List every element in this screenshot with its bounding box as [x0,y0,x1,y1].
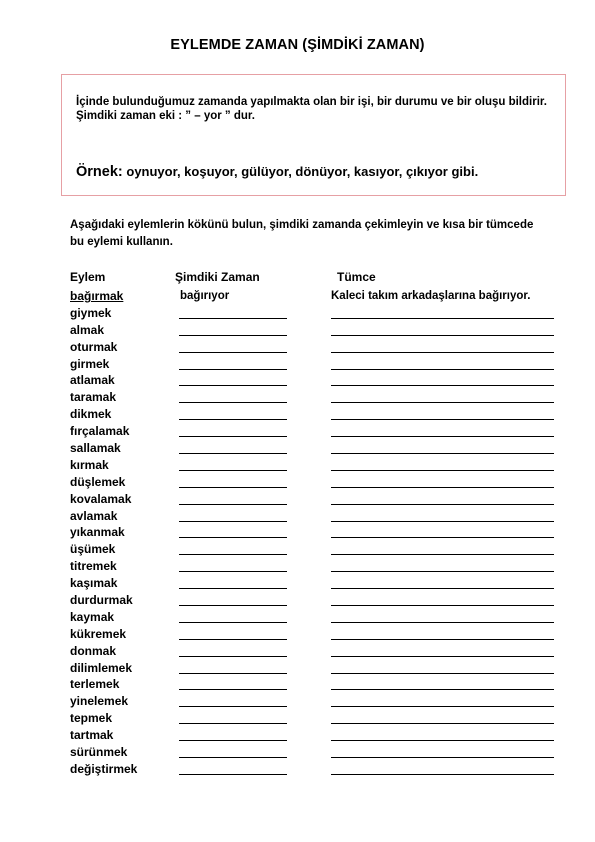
verb-row [0,457,595,474]
present-tense-blank[interactable] [179,757,287,758]
verb-label: değiştirmek [70,761,138,776]
verb-label: yıkanmak [70,525,125,540]
verb-row [0,389,595,406]
verb-row [0,660,595,677]
sentence-blank[interactable] [331,706,554,707]
present-tense-blank[interactable] [179,723,287,724]
present-tense-blank[interactable] [179,639,287,640]
present-tense-blank[interactable] [179,689,287,690]
verb-row [0,524,595,541]
verb-label: kovalamak [70,491,132,506]
sentence-blank[interactable] [331,723,554,724]
verb-row [0,474,595,491]
verb-label: almak [70,322,105,337]
verb-label: düşlemek [70,474,126,489]
verb-label: dikmek [70,407,112,422]
verb-label: tartmak [70,728,114,743]
verb-label: titremek [70,559,117,574]
verb-label: dilimlemek [70,660,133,675]
sentence-blank[interactable] [331,774,554,775]
verb-row [0,491,595,508]
present-tense-blank[interactable] [179,571,287,572]
sentence-blank[interactable] [331,605,554,606]
verb-row [0,727,595,744]
present-tense-blank[interactable] [179,335,287,336]
verb-row [0,558,595,575]
present-tense-blank[interactable] [179,537,287,538]
verb-row [0,372,595,389]
sentence-blank[interactable] [331,588,554,589]
sentence-blank[interactable] [331,369,554,370]
verb-row [0,761,595,778]
verb-label: giymek [70,305,112,320]
example-row [0,288,595,305]
definition-text: İçinde bulunduğumuz zamanda yapılmakta olan bir işi, bir durumu ve bir oluşu bildirir. [76,96,547,108]
verb-row [0,693,595,710]
verb-label: girmek [70,356,110,371]
verb-row [0,406,595,423]
verb-label: terlemek [70,677,120,692]
verb-label: atlamak [70,373,115,388]
sentence-blank[interactable] [331,537,554,538]
present-tense-blank[interactable] [179,470,287,471]
sentence-blank[interactable] [331,318,554,319]
sentence-blank[interactable] [331,487,554,488]
sentence-blank[interactable] [331,521,554,522]
present-tense-blank[interactable] [179,554,287,555]
verb-label: kırmak [70,457,109,472]
sentence-blank[interactable] [331,689,554,690]
verb-label: üşümek [70,542,116,557]
verb-row [0,305,595,322]
present-tense-blank[interactable] [179,318,287,319]
present-tense-blank[interactable] [179,352,287,353]
sentence-blank[interactable] [331,402,554,403]
sentence-blank[interactable] [331,419,554,420]
suffix-text: Şimdiki zaman eki : ” – yor ” dur. [76,110,255,122]
sentence-example: Kaleci takım arkadaşlarına bağırıyor. [331,290,531,302]
verb-label: kaşımak [70,576,118,591]
sentence-blank[interactable] [331,554,554,555]
verb-label: taramak [70,390,117,405]
verb-label: kükremek [70,626,127,641]
sentence-blank[interactable] [331,571,554,572]
verb-row [0,541,595,558]
verb-row [0,575,595,592]
present-tense-blank[interactable] [179,588,287,589]
verb-label: fırçalamak [70,424,130,439]
page-title: EYLEMDE ZAMAN (ŞİMDİKİ ZAMAN) [170,37,425,53]
verb-row [0,592,595,609]
present-tense-blank[interactable] [179,605,287,606]
verb-label: sallamak [70,441,121,456]
sentence-blank[interactable] [331,757,554,758]
sentence-blank[interactable] [331,740,554,741]
info-box [61,74,566,196]
sentence-blank[interactable] [331,385,554,386]
instruction-text: Aşağıdaki eylemlerin kökünü bulun, şimdiki zamanda çekimleyin ve kısa bir tümcede bu eylemi kullanın. [70,219,534,248]
header-simdiki-zaman: Şimdiki Zaman [175,270,260,284]
present-tense-blank[interactable] [179,673,287,674]
present-tense-blank[interactable] [179,453,287,454]
sentence-blank[interactable] [331,673,554,674]
verb-row [0,440,595,457]
present-tense-blank[interactable] [179,504,287,505]
present-tense-blank[interactable] [179,487,287,488]
sentence-blank[interactable] [331,453,554,454]
verb-label: kaymak [70,609,115,624]
sentence-blank[interactable] [331,436,554,437]
sentence-blank[interactable] [331,639,554,640]
sentence-blank[interactable] [331,622,554,623]
present-tense-blank[interactable] [179,740,287,741]
present-tense-blank[interactable] [179,706,287,707]
present-tense-blank[interactable] [179,369,287,370]
verb-row [0,356,595,373]
sentence-blank[interactable] [331,656,554,657]
verb-row [0,423,595,440]
verb-label: donmak [70,643,117,658]
verb-label: bağırmak [70,289,124,303]
present-tense-example: bağırıyor [180,290,230,302]
header-tumce: Tümce [337,270,376,284]
present-tense-blank[interactable] [179,622,287,623]
verb-label: durdurmak [70,593,133,608]
verb-row [0,710,595,727]
present-tense-blank[interactable] [179,521,287,522]
present-tense-blank[interactable] [179,419,287,420]
present-tense-blank[interactable] [179,385,287,386]
verb-row [0,322,595,339]
present-tense-blank[interactable] [179,402,287,403]
verb-label: sürünmek [70,745,128,760]
verb-label: oturmak [70,339,118,354]
header-eylem: Eylem [70,270,106,284]
verb-row [0,339,595,356]
example-label: Örnek: [76,164,123,180]
verb-table [0,288,595,778]
verb-row [0,626,595,643]
sentence-blank[interactable] [331,352,554,353]
present-tense-blank[interactable] [179,774,287,775]
present-tense-blank[interactable] [179,436,287,437]
verb-label: avlamak [70,508,118,523]
example-line [76,164,478,180]
verb-row [0,643,595,660]
sentence-blank[interactable] [331,504,554,505]
info-text [76,95,556,123]
verb-row [0,744,595,761]
verb-label: yinelemek [70,694,129,709]
example-text: oynuyor, koşuyor, gülüyor, dönüyor, kasıyor, çıkıyor gibi. [126,164,479,179]
sentence-blank[interactable] [331,335,554,336]
verb-label: tepmek [70,711,113,726]
present-tense-blank[interactable] [179,656,287,657]
verb-row [0,609,595,626]
verb-row [0,508,595,525]
sentence-blank[interactable] [331,470,554,471]
verb-row [0,676,595,693]
